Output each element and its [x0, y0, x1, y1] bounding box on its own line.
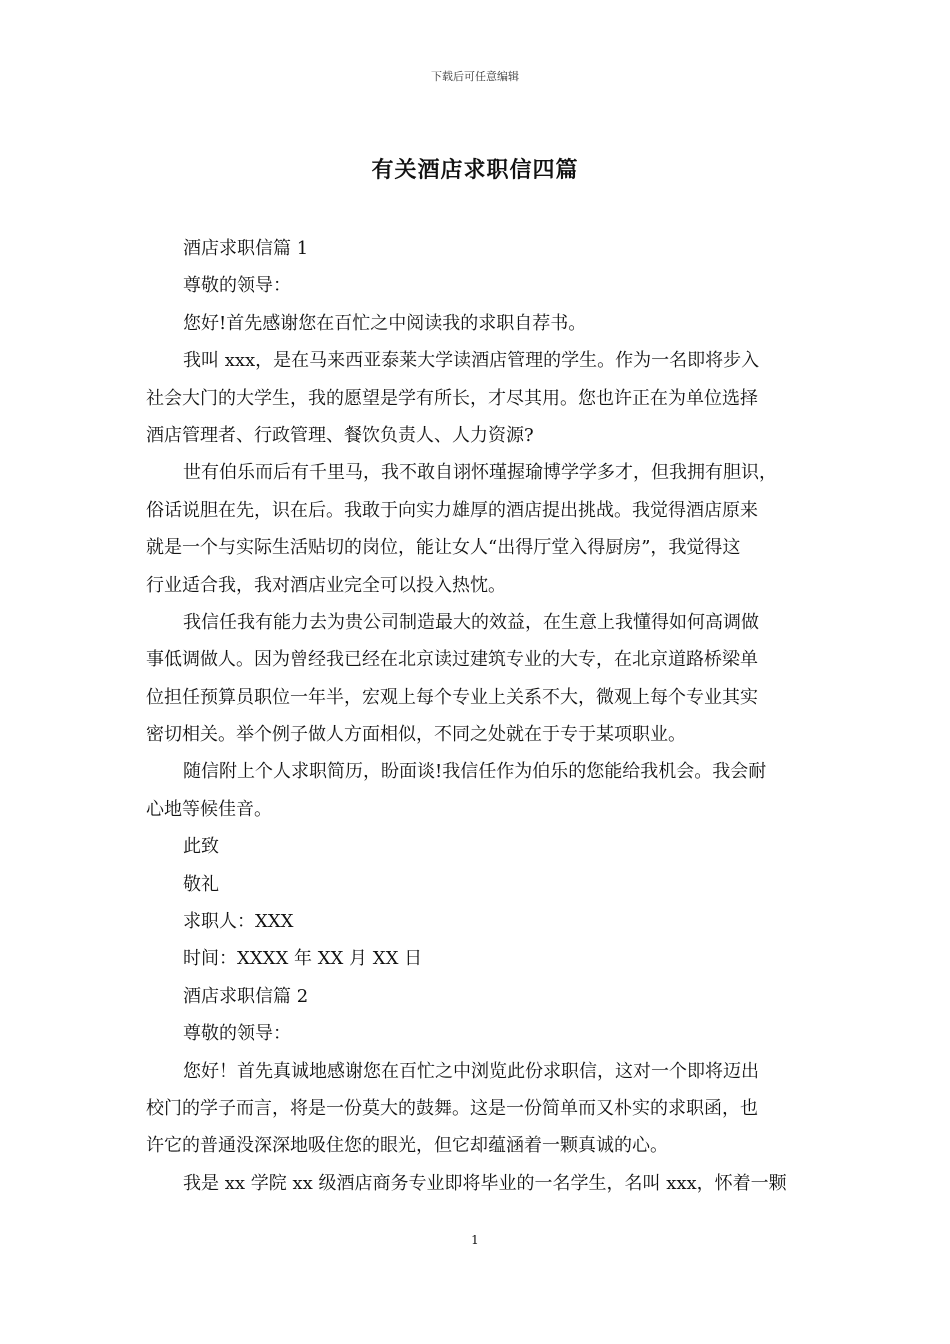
paragraph-line: 就是一个与实际生活贴切的岗位，能让女人“出得厅堂入得厨房”，我觉得这: [146, 537, 741, 559]
paragraph-line: 校门的学子而言，将是一份莫大的鼓舞。这是一份简单而又朴实的求职函，也: [146, 1097, 758, 1119]
paragraph-line: 许它的普通没深深地吸住您的眼光，但它却蕴涵着一颗真诚的心。: [146, 1135, 668, 1157]
closing-line: 此致: [183, 836, 219, 858]
paragraph-line: 位担任预算员职位一年半，宏观上每个专业上关系不大，微观上每个专业其实: [146, 686, 758, 708]
section-heading-2: 酒店求职信篇 2: [183, 985, 309, 1007]
letter-body: [146, 230, 810, 1202]
paragraph-line: 您好！首先真诚地感谢您在百忙之中浏览此份求职信，这对一个即将迈出: [183, 1060, 759, 1082]
salutation: 尊敬的领导：: [183, 1023, 291, 1045]
paragraph-line: 世有伯乐而后有千里马，我不敢自诩怀瑾握瑜博学学多才，但我拥有胆识，: [183, 462, 777, 484]
paragraph-line: 您好!首先感谢您在百忙之中阅读我的求职自荐书。: [183, 312, 587, 334]
paragraph-line: 我信任我有能力去为贵公司制造最大的效益，在生意上我懂得如何高调做: [183, 611, 759, 633]
paragraph-line: 社会大门的大学生，我的愿望是学有所长，才尽其用。您也许正在为单位选择: [146, 387, 758, 409]
closing-line: 敬礼: [183, 873, 219, 895]
applicant-line: 求职人：XXX: [183, 911, 294, 933]
paragraph-line: 我叫 xxx，是在马来西亚泰莱大学读酒店管理的学生。作为一名即将步入: [183, 350, 760, 372]
page-number: 1: [471, 1233, 479, 1247]
paragraph-line: 行业适合我，我对酒店业完全可以投入热忱。: [146, 574, 506, 596]
paragraph-line: 我是 xx 学院 xx 级酒店商务专业即将毕业的一名学生，名叫 xxx，怀着一颗: [183, 1172, 787, 1194]
paragraph-line: 事低调做人。因为曾经我已经在北京读过建筑专业的大专，在北京道路桥梁单: [146, 649, 758, 671]
paragraph-line: 酒店管理者、行政管理、餐饮负责人、人力资源?: [146, 424, 534, 446]
paragraph-line: 心地等候佳音。: [146, 798, 272, 820]
section-heading-1: 酒店求职信篇 1: [183, 238, 309, 259]
header-note: 下载后可任意编辑: [431, 70, 519, 83]
date-line: 时间：XXXX 年 XX 月 XX 日: [183, 948, 423, 970]
document-title: 有关酒店求职信四篇: [371, 157, 579, 183]
salutation: 尊敬的领导：: [183, 275, 291, 297]
paragraph-line: 俗话说胆在先，识在后。我敢于向实力雄厚的酒店提出挑战。我觉得酒店原来: [146, 499, 758, 521]
paragraph-line: 密切相关。举个例子做人方面相似，不同之处就在于专于某项职业。: [146, 724, 686, 746]
paragraph-line: 随信附上个人求职简历，盼面谈!我信任作为伯乐的您能给我机会。我会耐: [183, 761, 767, 783]
